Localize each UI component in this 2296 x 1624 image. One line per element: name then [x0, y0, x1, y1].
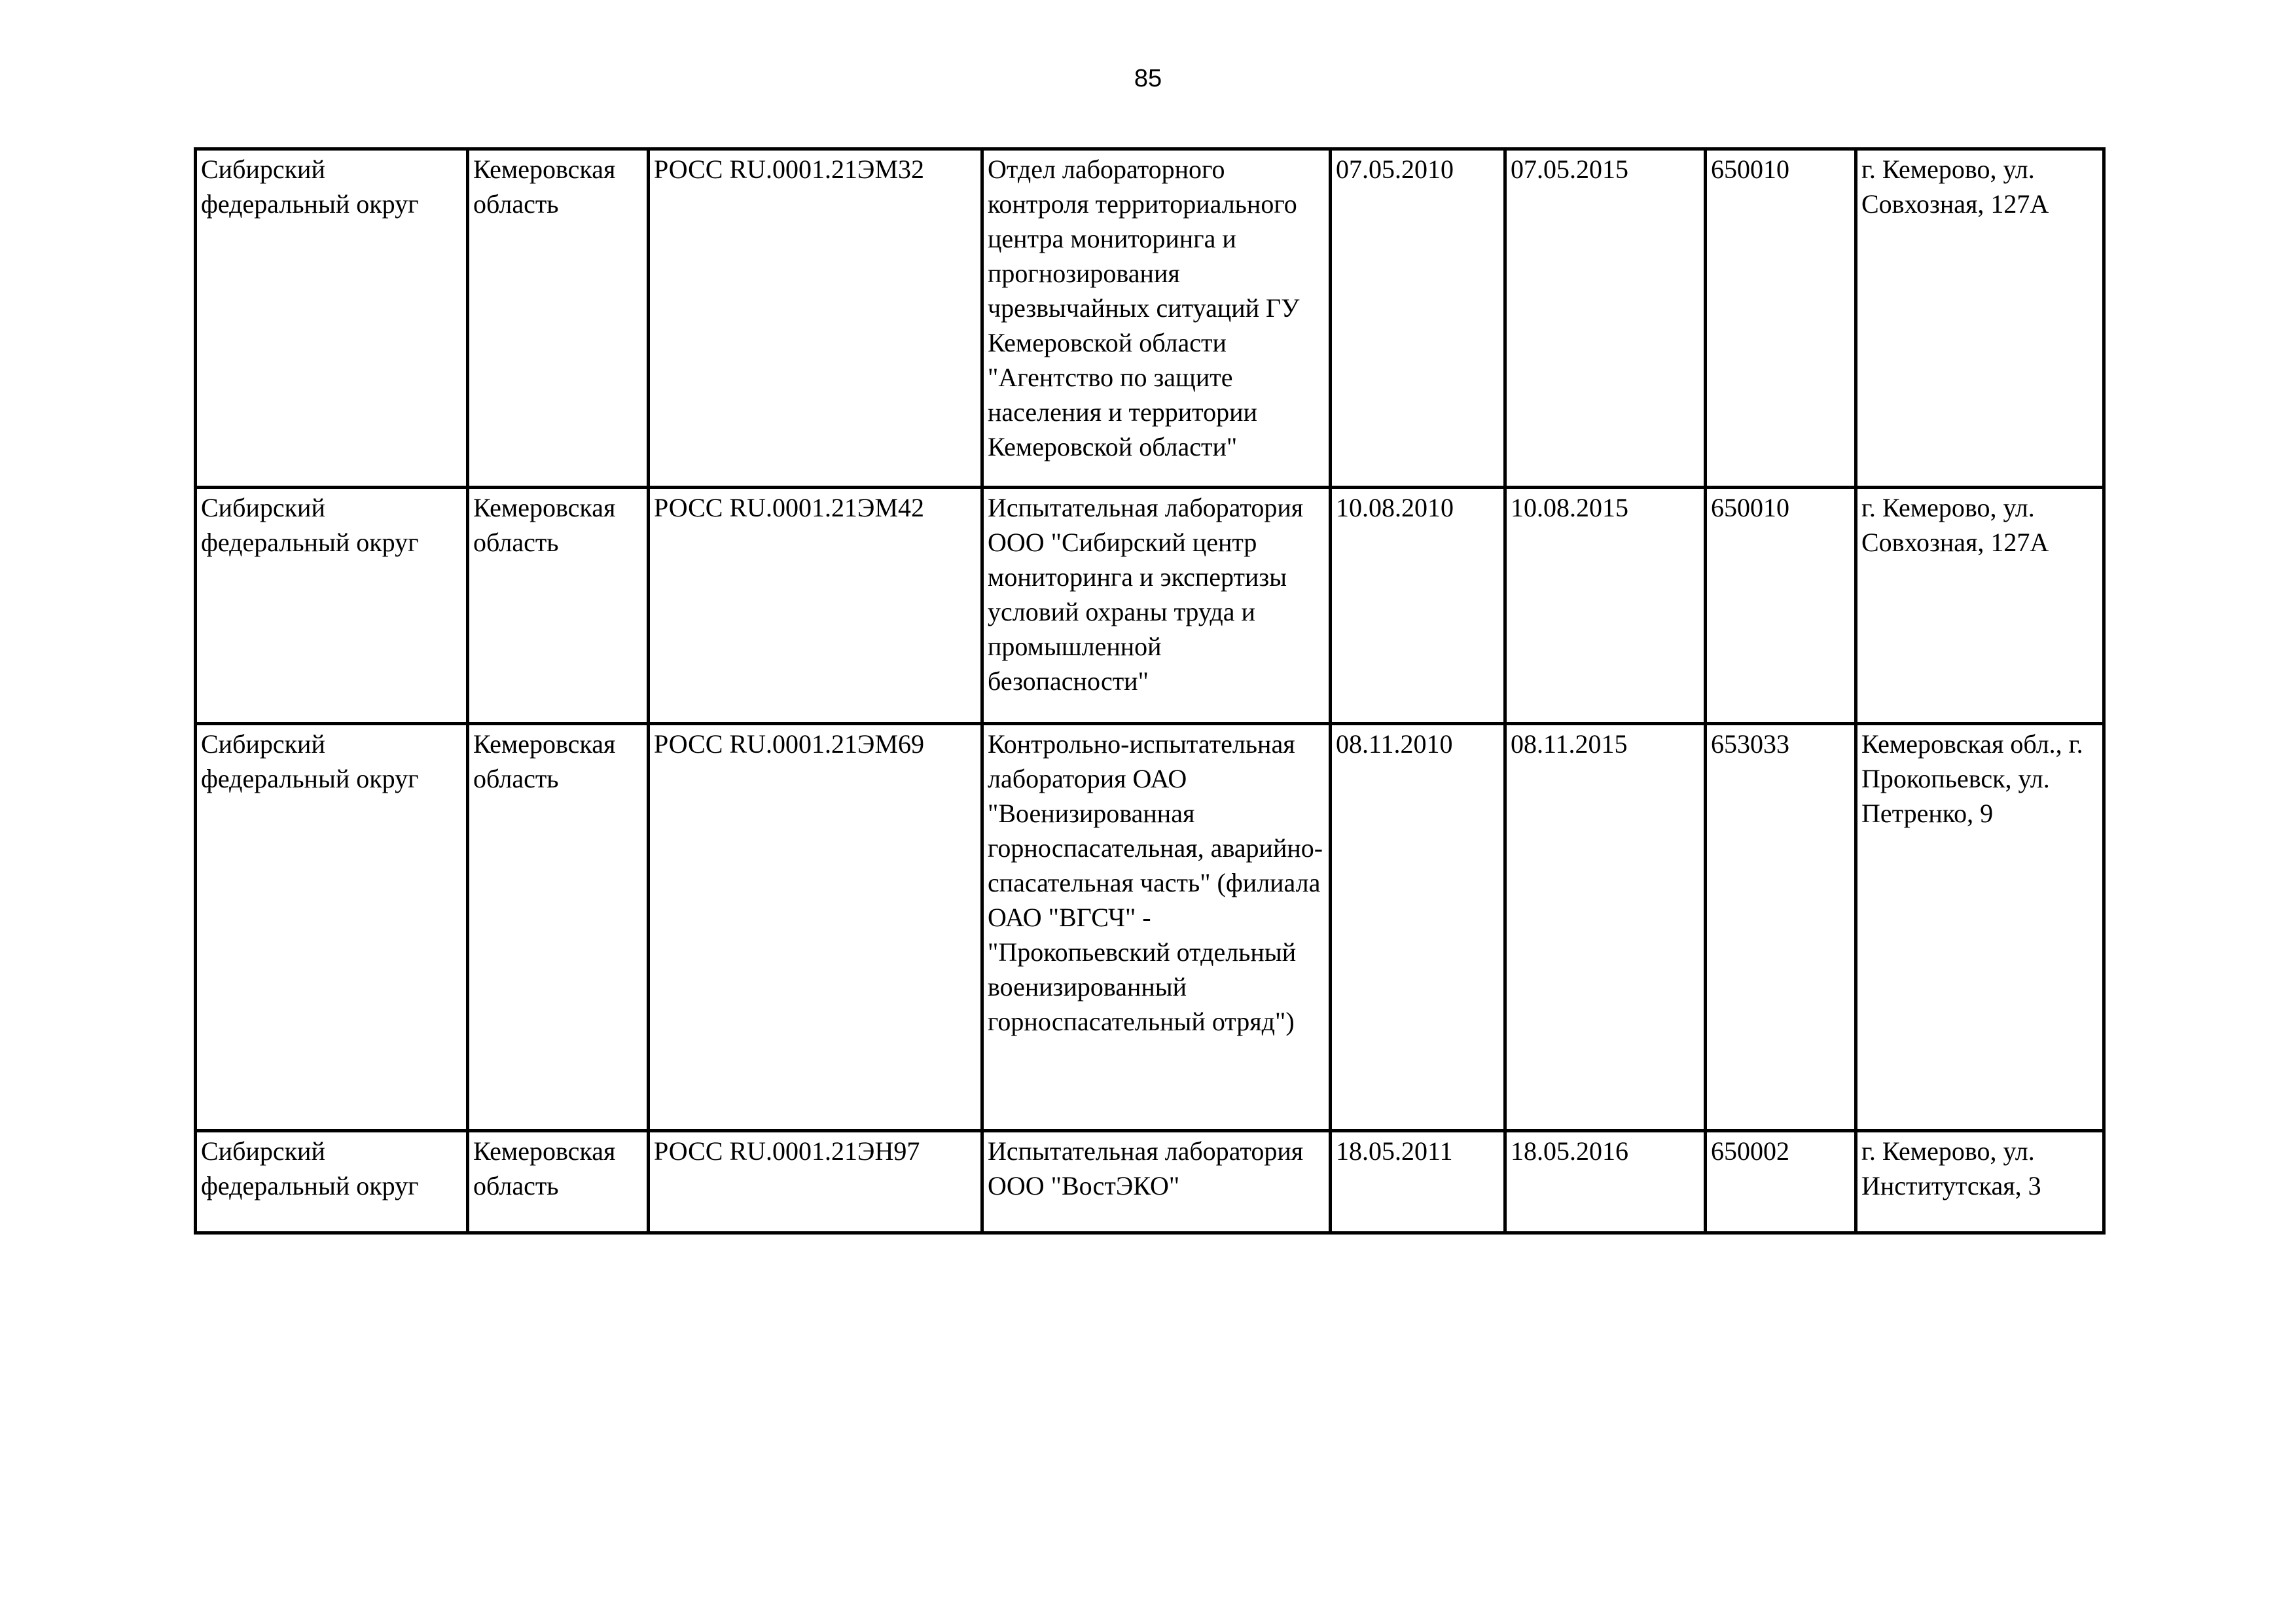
cell-date-to: 10.08.2015: [1505, 488, 1706, 724]
cell-postcode: 650002: [1706, 1131, 1856, 1233]
cell-district: Сибирский федеральный округ: [196, 488, 468, 724]
cell-date-to: 08.11.2015: [1505, 724, 1706, 1131]
cell-postcode: 650010: [1706, 488, 1856, 724]
cell-organization: Испытательная лаборатория ООО "Сибирский центр мониторинга и экспертизы условий охраны труда и промышленной безопасности": [982, 488, 1331, 724]
cell-reg-number: РОСС RU.0001.21ЭН97: [649, 1131, 982, 1233]
cell-address: г. Кемерово, ул. Совхозная, 127А: [1856, 149, 2104, 488]
cell-address: г. Кемерово, ул. Институтская, 3: [1856, 1131, 2104, 1233]
cell-date-from: 07.05.2010: [1331, 149, 1505, 488]
table-row: [196, 149, 2104, 488]
cell-region: Кемеровская область: [468, 488, 649, 724]
cell-address: г. Кемерово, ул. Совхозная, 127А: [1856, 488, 2104, 724]
cell-organization: Испытательная лаборатория ООО "ВостЭКО": [982, 1131, 1331, 1233]
cell-reg-number: РОСС RU.0001.21ЭМ32: [649, 149, 982, 488]
cell-date-from: 08.11.2010: [1331, 724, 1505, 1131]
table-row: [196, 1131, 2104, 1233]
cell-region: Кемеровская область: [468, 724, 649, 1131]
cell-date-from: 10.08.2010: [1331, 488, 1505, 724]
cell-date-from: 18.05.2011: [1331, 1131, 1505, 1233]
cell-region: Кемеровская область: [468, 149, 649, 488]
cell-organization: Контрольно-испытательная лаборатория ОАО "Военизированная горноспасательная, аварийно-спасательная часть" (филиала ОАО "ВГСЧ" - "Прокопьевский отдельный военизированный горноспасательный отряд"): [982, 724, 1331, 1131]
cell-reg-number: РОСС RU.0001.21ЭМ69: [649, 724, 982, 1131]
table-row: [196, 488, 2104, 724]
cell-address: Кемеровская обл., г. Прокопьевск, ул. Петренко, 9: [1856, 724, 2104, 1131]
cell-date-to: 18.05.2016: [1505, 1131, 1706, 1233]
cell-district: Сибирский федеральный округ: [196, 1131, 468, 1233]
registry-table: [194, 147, 2106, 1235]
cell-postcode: 650010: [1706, 149, 1856, 488]
cell-district: Сибирский федеральный округ: [196, 149, 468, 488]
cell-date-to: 07.05.2015: [1505, 149, 1706, 488]
table-row: [196, 724, 2104, 1131]
cell-district: Сибирский федеральный округ: [196, 724, 468, 1131]
cell-organization: Отдел лабораторного контроля территориального центра мониторинга и прогнозирования чрезвычайных ситуаций ГУ Кемеровской области "Агентство по защите населения и территории Кемеровской области": [982, 149, 1331, 488]
cell-reg-number: РОСС RU.0001.21ЭМ42: [649, 488, 982, 724]
page-number: 85: [1134, 65, 1162, 92]
cell-region: Кемеровская область: [468, 1131, 649, 1233]
cell-postcode: 653033: [1706, 724, 1856, 1131]
